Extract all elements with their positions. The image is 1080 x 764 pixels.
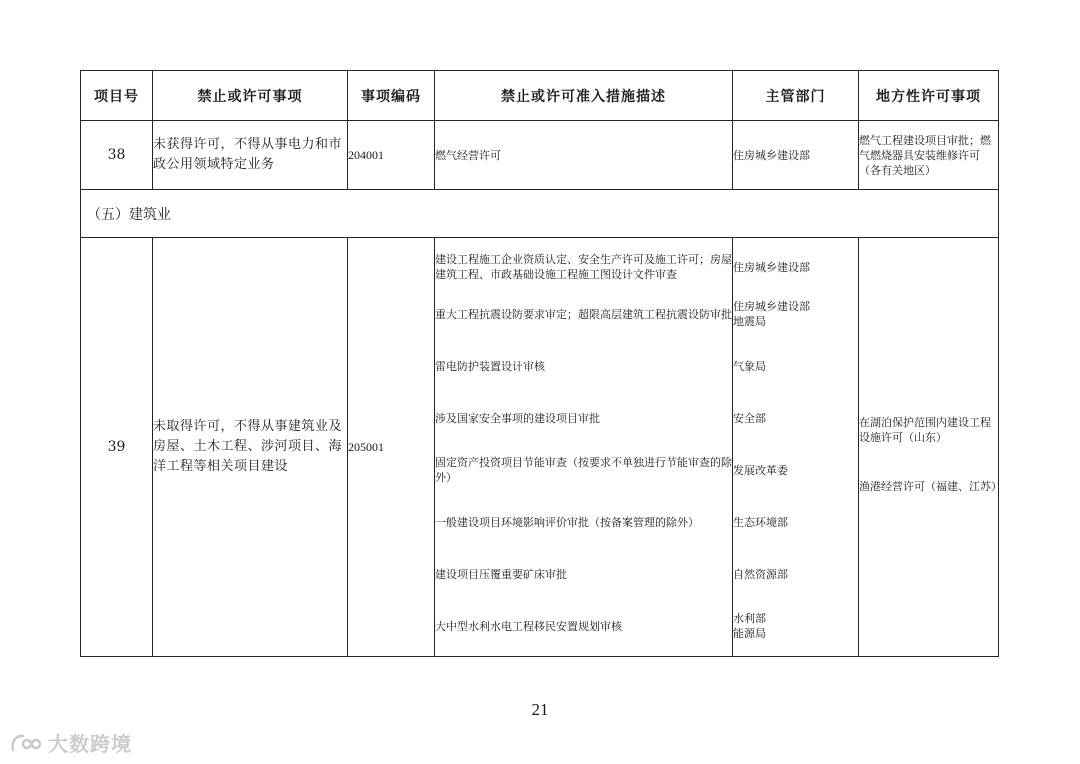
permit-table bbox=[80, 70, 1002, 657]
row-description: 燃气经营许可 bbox=[435, 121, 733, 190]
watermark-text: 大数跨境 bbox=[48, 734, 132, 756]
description-item: 雷电防护装置设计审核 bbox=[435, 359, 545, 373]
row-item: 未获得许可，不得从事电力和市政公用领域特定业务 bbox=[153, 121, 348, 190]
row-local-permit-list bbox=[859, 238, 1002, 657]
row-item: 未取得许可，不得从事建筑业及房屋、土木工程、涉河项目、海洋工程等相关项目建设 bbox=[153, 238, 348, 657]
header-code: 事项编码 bbox=[348, 71, 435, 121]
local-permit-item: 在湖泊保护范围内建设工程设施许可（山东） bbox=[859, 415, 991, 444]
local-permit-item: 渔港经营许可（福建、江苏） bbox=[859, 479, 1002, 493]
watermark bbox=[10, 728, 132, 757]
description-item: 建设项目压覆重要矿床审批 bbox=[435, 567, 567, 581]
header-project-no: 项目号 bbox=[81, 71, 153, 121]
row-number: 38 bbox=[81, 121, 153, 190]
department-item: 发展改革委 bbox=[733, 463, 788, 477]
row-code: 205001 bbox=[348, 238, 435, 657]
row-description-list bbox=[435, 238, 733, 657]
department-item: 安全部 bbox=[733, 411, 766, 425]
table-row bbox=[81, 121, 999, 190]
header-row bbox=[81, 71, 999, 121]
department-item: 自然资源部 bbox=[733, 567, 788, 581]
department-item: 住房城乡建设部 地震局 bbox=[733, 300, 810, 328]
description-item: 一般建设项目环境影响评价审批（按备案管理的除外） bbox=[435, 515, 699, 529]
table-row bbox=[81, 238, 999, 657]
row-code: 204001 bbox=[348, 121, 435, 190]
description-item: 固定资产投资项目节能审查（按要求不单独进行节能审查的除外） bbox=[435, 456, 732, 484]
row-number: 39 bbox=[81, 238, 153, 657]
description-item: 建设工程施工企业资质认定、安全生产许可及施工许可；房屋建筑工程、市政基础设施工程施工图设计文件审查 bbox=[435, 253, 732, 281]
section-row bbox=[81, 190, 999, 238]
row-local-permit: 燃气工程建设项目审批；燃气燃烧器具安装维修许可（各有关地区） bbox=[859, 121, 999, 190]
section-title: （五）建筑业 bbox=[81, 190, 999, 238]
row-department: 住房城乡建设部 bbox=[733, 121, 859, 190]
watermark-logo-icon bbox=[10, 732, 42, 754]
department-item: 水利部 能源局 bbox=[733, 612, 766, 640]
description-item: 涉及国家安全事项的建设项目审批 bbox=[435, 411, 600, 425]
department-item: 住房城乡建设部 bbox=[733, 260, 810, 274]
header-department: 主管部门 bbox=[733, 71, 859, 121]
description-item: 重大工程抗震设防要求审定；超限高层建筑工程抗震设防审批 bbox=[435, 307, 732, 321]
header-local-permit: 地方性许可事项 bbox=[859, 71, 999, 121]
department-item: 生态环境部 bbox=[733, 515, 788, 529]
page-number: 21 bbox=[531, 700, 549, 719]
header-item: 禁止或许可事项 bbox=[153, 71, 348, 121]
description-item: 大中型水利水电工程移民安置规划审核 bbox=[435, 619, 622, 633]
department-item: 气象局 bbox=[733, 359, 766, 373]
row-department-list bbox=[733, 238, 859, 657]
header-description: 禁止或许可准入措施描述 bbox=[435, 71, 733, 121]
